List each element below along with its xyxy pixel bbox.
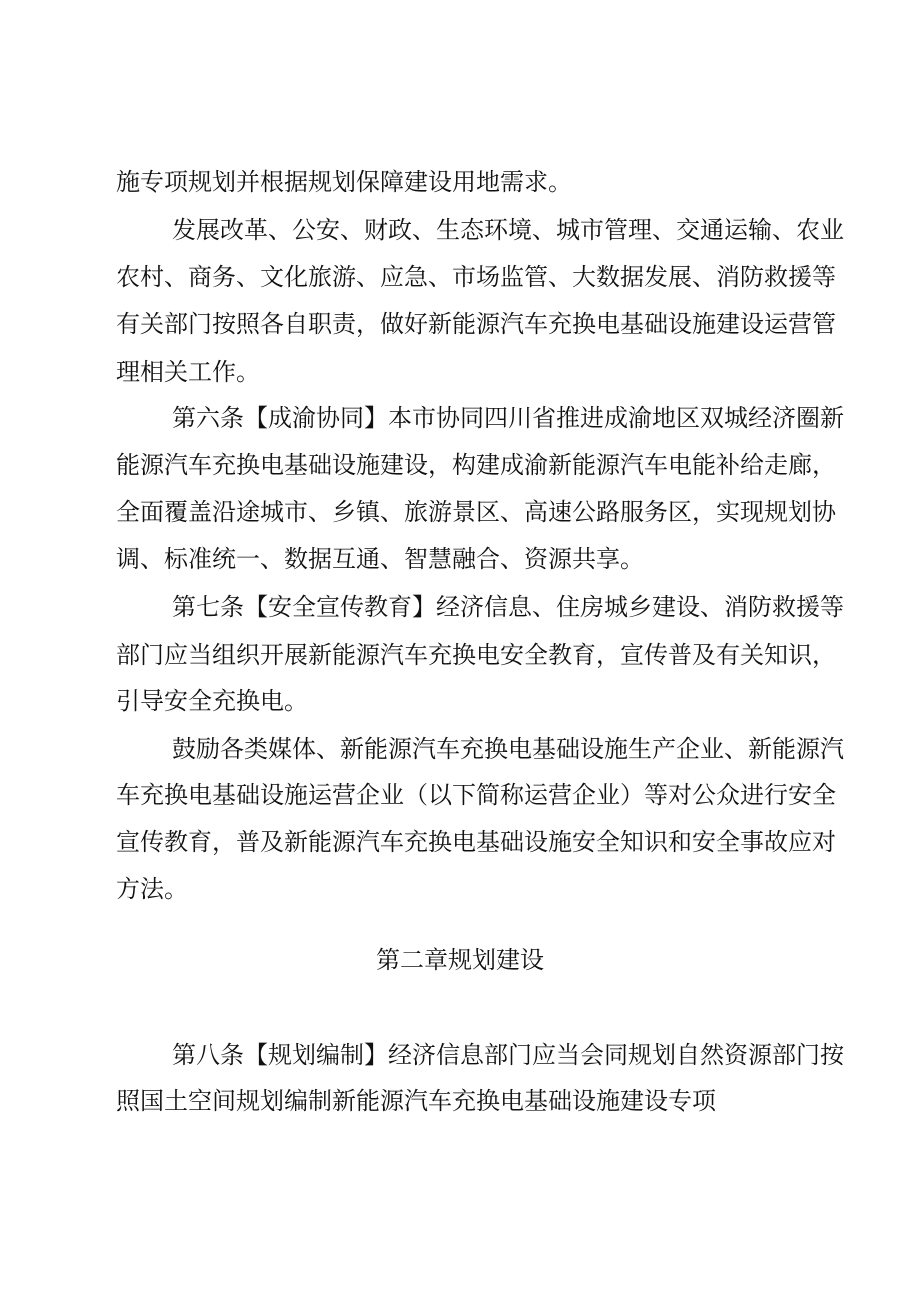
- article-6-line-3: 全面覆盖沿途城市、乡镇、旅游景区、高速公路服务区，实现规划协: [116, 498, 836, 526]
- article-7-line-3: 引导安全充换电。: [116, 687, 308, 715]
- paragraph-departments-line-2: 农村、商务、文化旅游、应急、市场监管、大数据发展、消防救援等: [116, 263, 836, 291]
- paragraph-media-line-1: 鼓励各类媒体、新能源汽车充换电基础设施生产企业、新能源汽: [172, 735, 844, 763]
- article-7-line-2: 部门应当组织开展新能源汽车充换电安全教育，宣传普及有关知识，: [116, 641, 836, 669]
- paragraph-media-line-4: 方法。: [116, 875, 188, 903]
- paragraph-media-line-2: 车充换电基础设施运营企业（以下简称运营企业）等对公众进行安全: [116, 781, 836, 809]
- article-6-line-1: 第六条【成渝协同】本市协同四川省推进成渝地区双城经济圈新: [172, 404, 844, 432]
- paragraph-departments-line-1: 发展改革、公安、财政、生态环境、城市管理、交通运输、农业: [172, 216, 844, 244]
- paragraph-continuation-line-1: 施专项规划并根据规划保障建设用地需求。: [116, 168, 572, 196]
- article-7-line-1: 第七条【安全宣传教育】经济信息、住房城乡建设、消防救援等: [172, 593, 844, 621]
- paragraph-departments-line-4: 理相关工作。: [116, 358, 260, 386]
- article-8-line-1: 第八条【规划编制】经济信息部门应当会同规划自然资源部门按: [172, 1041, 844, 1069]
- article-6-line-2: 能源汽车充换电基础设施建设，构建成渝新能源汽车电能补给走廊，: [116, 451, 836, 479]
- chapter-heading: 第二章规划建设: [376, 946, 544, 974]
- paragraph-media-line-3: 宣传教育，普及新能源汽车充换电基础设施安全知识和安全事故应对: [116, 828, 836, 856]
- article-8-line-2: 照国土空间规划编制新能源汽车充换电基础设施建设专项: [116, 1087, 716, 1115]
- article-6-line-4: 调、标准统一、数据互通、智慧融合、资源共享。: [116, 545, 644, 573]
- paragraph-departments-line-3: 有关部门按照各自职责，做好新能源汽车充换电基础设施建设运营管: [116, 310, 836, 338]
